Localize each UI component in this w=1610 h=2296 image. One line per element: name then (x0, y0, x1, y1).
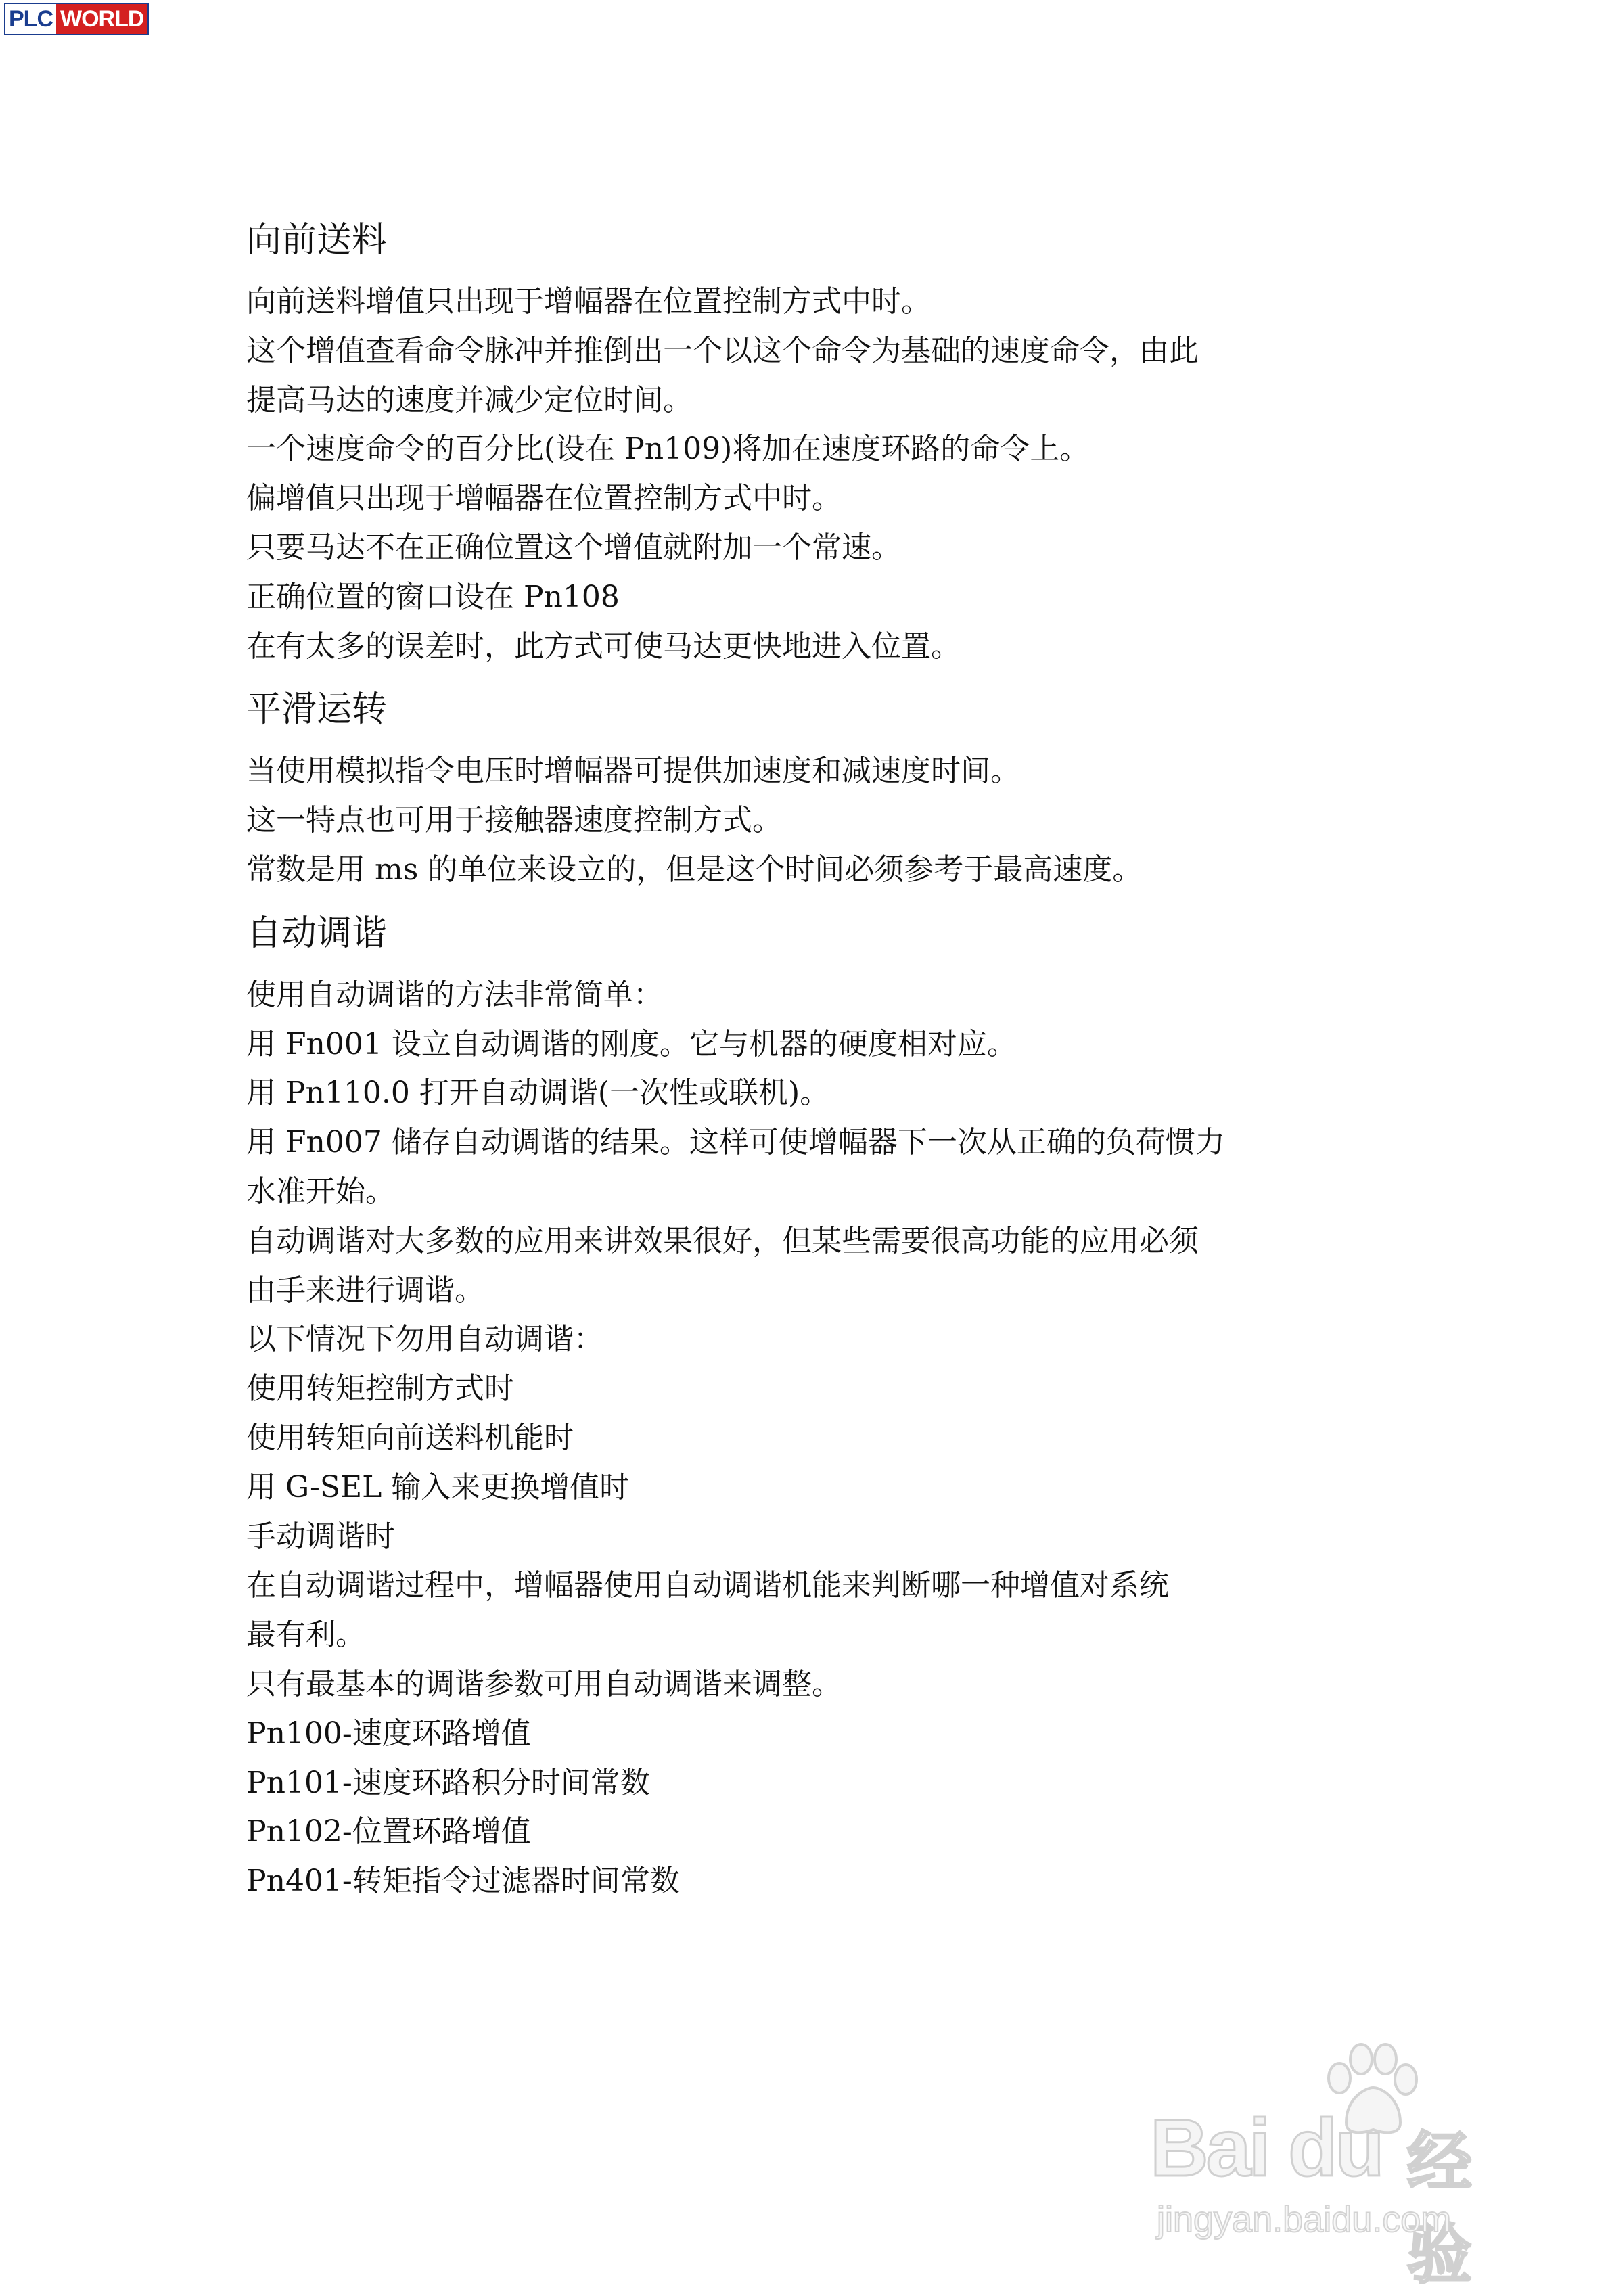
paragraph-line: 这一特点也可用于接触器速度控制方式。 (246, 803, 782, 838)
logo-world-text: WORLD (56, 4, 147, 34)
section-smooth-operation (246, 686, 1302, 894)
paragraph-line: Pn401-转矩指令过滤器时间常数 (246, 1864, 680, 1899)
baidu-jingyan-watermark (1150, 2043, 1529, 2293)
paragraph-line: 正确位置的窗口设在 Pn108 (246, 579, 620, 614)
paragraph-line: 常数是用 ms 的单位来设立的，但是这个时间必须参考于最高速度。 (246, 852, 1143, 887)
paragraph-line: 提高马达的速度并减少定位时间。 (246, 382, 693, 417)
paragraph-line: Pn100-速度环路增值 (246, 1716, 531, 1751)
paragraph-line: 以下情况下勿用自动调谐： (246, 1322, 603, 1357)
paragraph-line: 用 Fn001 设立自动调谐的刚度。它与机器的硬度相对应。 (246, 1026, 1017, 1061)
paragraph-line: 自动调谐对大多数的应用来讲效果很好，但某些需要很高功能的应用必须 (246, 1223, 1199, 1258)
paragraph-line: 在自动调谐过程中，增幅器使用自动调谐机能来判断哪一种增值对系统 (246, 1568, 1169, 1603)
document-body (246, 216, 1302, 1921)
paragraph-line: 当使用模拟指令电压时增幅器可提供加速度和减速度时间。 (246, 754, 1020, 789)
paragraph-line: 这个增值查看命令脉冲并推倒出一个以这个命令为基础的速度命令，由此 (246, 333, 1199, 368)
paragraph-line: 最有利。 (246, 1617, 365, 1653)
logo-plc-text: PLC (5, 4, 56, 34)
section-feed-forward (246, 216, 1302, 671)
paragraph-line: 在有太多的误差时，此方式可使马达更快地进入位置。 (246, 628, 961, 664)
paragraph-line: 用 G-SEL 输入来更换增值时 (246, 1469, 630, 1505)
paragraph-line: 使用自动调谐的方法非常简单： (246, 977, 663, 1012)
watermark-url: jingyan.baidu.com (1157, 2199, 1452, 2240)
paragraph-line: 由手来进行调谐。 (246, 1272, 484, 1308)
paragraph-line: 向前送料增值只出现于增幅器在位置控制方式中时。 (246, 284, 931, 319)
paragraph-line: 偏增值只出现于增幅器在位置控制方式中时。 (246, 481, 842, 516)
paragraph-line: 使用转矩向前送料机能时 (246, 1420, 574, 1455)
paragraph-line: 只有最基本的调谐参数可用自动调谐来调整。 (246, 1666, 842, 1701)
watermark-brand: Bai du (1150, 2103, 1382, 2193)
section-title: 自动调谐 (246, 913, 388, 954)
paragraph-line: 使用转矩控制方式时 (246, 1371, 514, 1406)
plcworld-logo (4, 3, 149, 35)
paragraph-line: 用 Pn110.0 打开自动调谐(一次性或联机)。 (246, 1076, 830, 1111)
paragraph-line: Pn102-位置环路增值 (246, 1814, 531, 1850)
paragraph-line: 手动调谐时 (246, 1519, 395, 1554)
paragraph-line: 用 Fn007 储存自动调谐的结果。这样可使增幅器下一次从正确的负荷惯力 (246, 1125, 1225, 1160)
paragraph-line: 只要马达不在正确位置这个增值就附加一个常速。 (246, 530, 901, 565)
section-title: 平滑运转 (246, 689, 388, 731)
section-title: 向前送料 (246, 220, 388, 260)
watermark-product: 经验 (1407, 2124, 1472, 2293)
paragraph-line: 一个速度命令的百分比(设在 Pn109)将加在速度环路的命令上。 (246, 432, 1090, 467)
paragraph-line: Pn101-速度环路积分时间常数 (246, 1765, 650, 1800)
section-auto-tuning (246, 910, 1302, 1906)
paragraph-line: 水准开始。 (246, 1174, 395, 1209)
